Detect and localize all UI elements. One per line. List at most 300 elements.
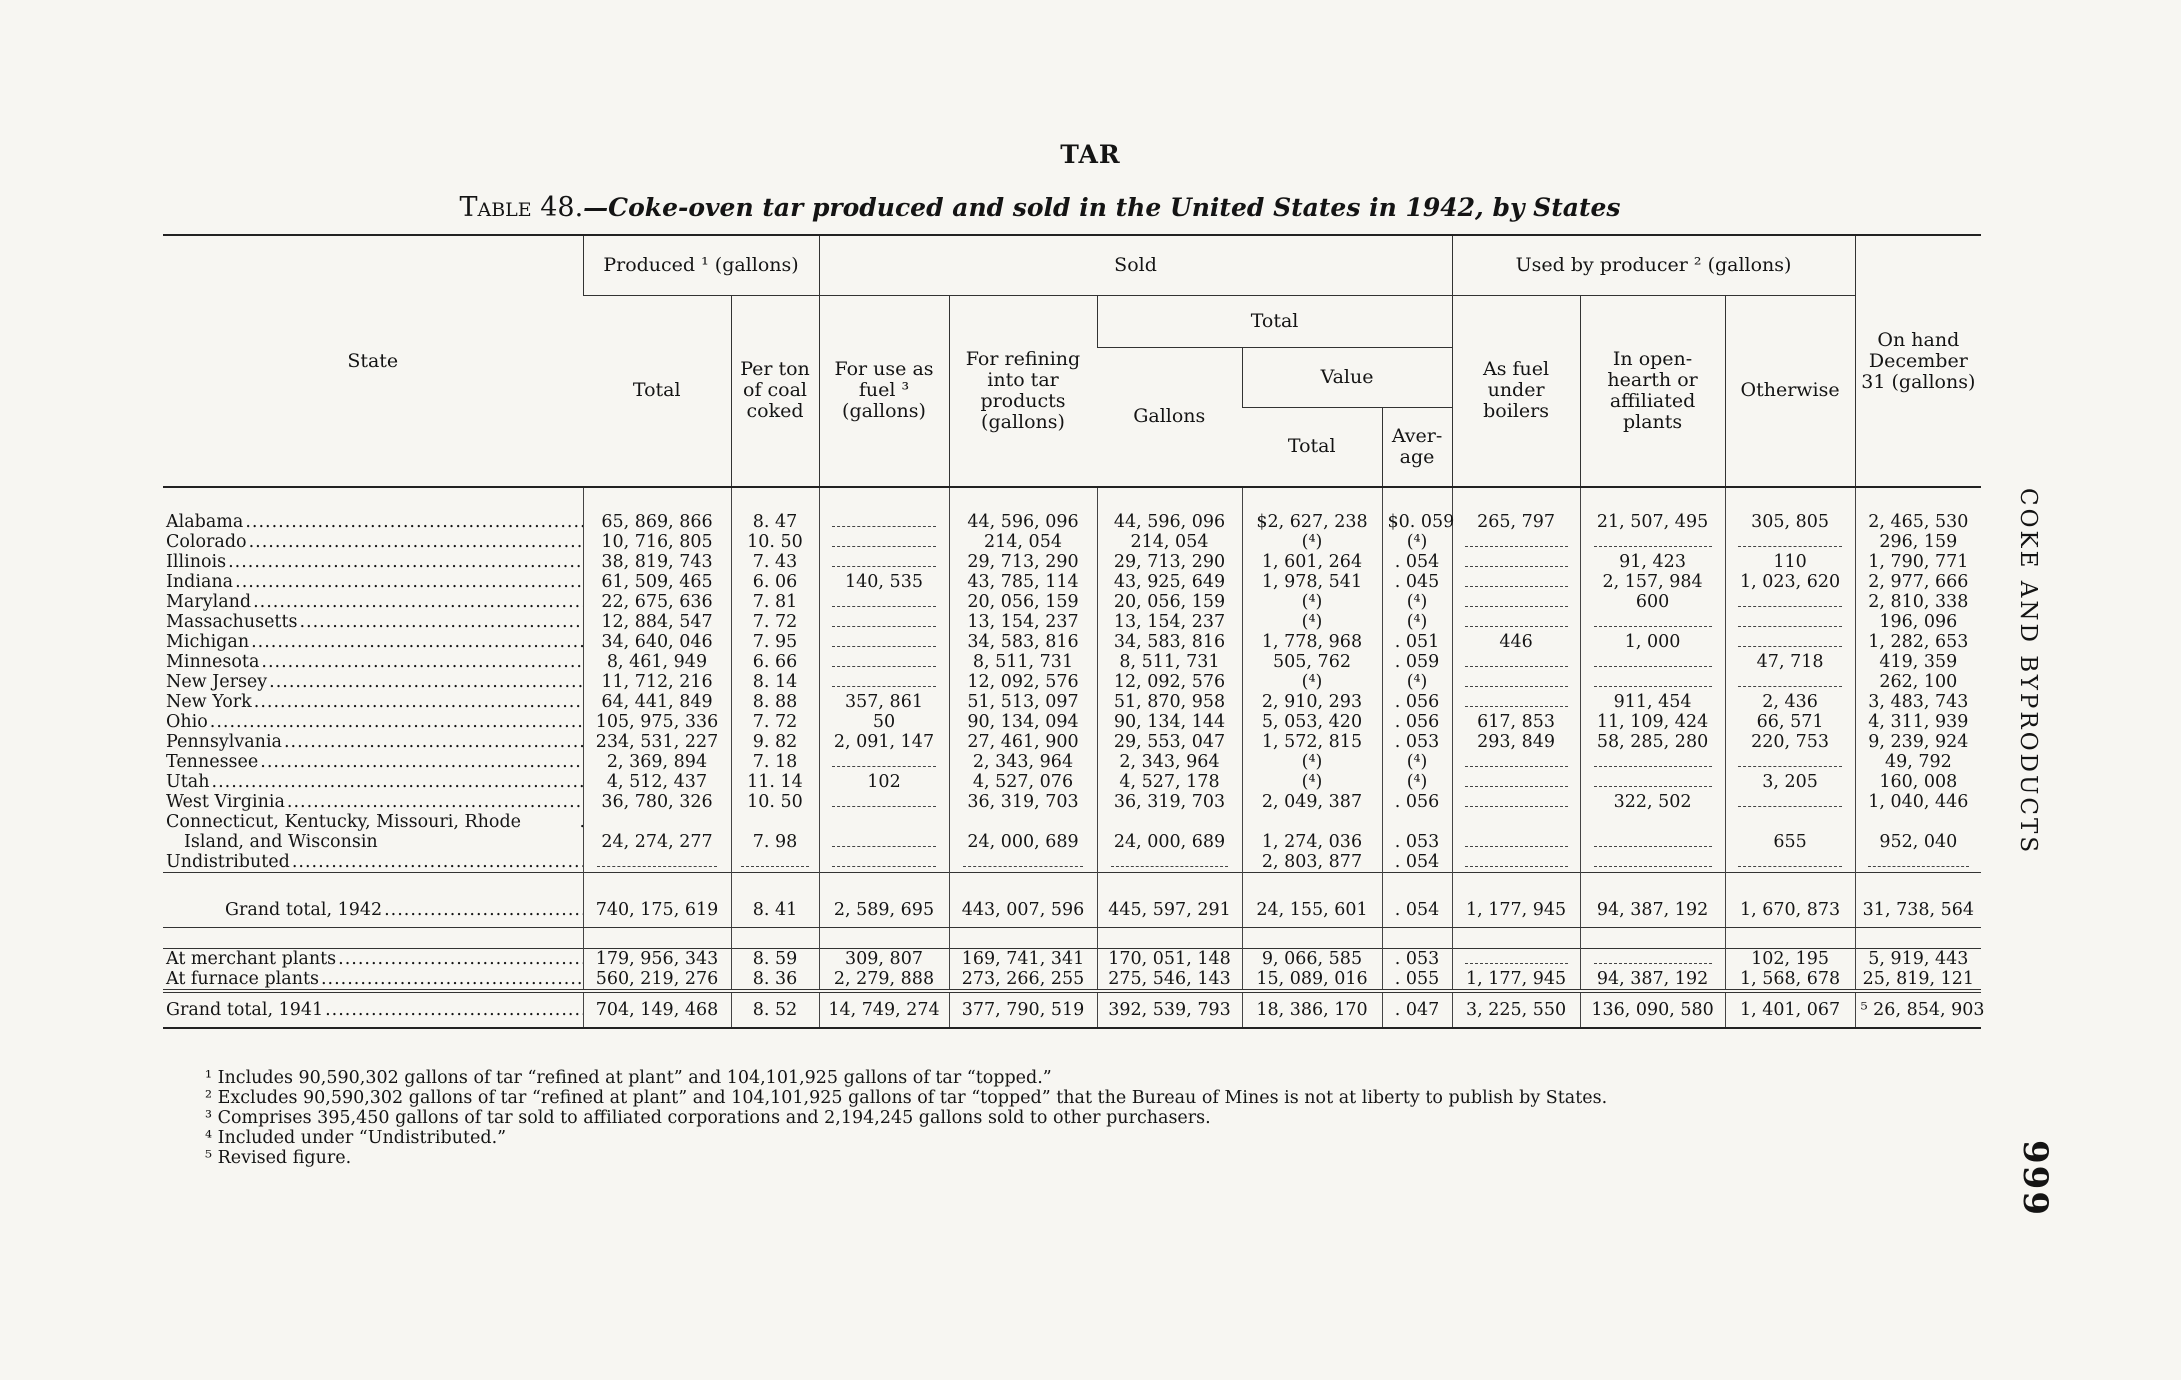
- cell-value-total: 24, 155, 601: [1242, 893, 1382, 928]
- cell-open-hearth: [1580, 612, 1725, 632]
- cell-for-refining: 36, 319, 703: [949, 792, 1097, 812]
- cell-produced-total: 24, 274, 277: [583, 812, 731, 852]
- cell-per-ton: 8. 88: [731, 692, 819, 712]
- header-sold: Sold: [819, 235, 1452, 295]
- cell-average: (⁴): [1382, 612, 1452, 632]
- dash-leader: [1465, 854, 1568, 867]
- dash-leader: [1465, 754, 1568, 767]
- furnace-plants-row: [163, 969, 1981, 991]
- cell-for-fuel: [819, 792, 949, 812]
- state-label: Alabama .....: [166, 512, 243, 532]
- cell-open-hearth: 911, 454: [1580, 692, 1725, 712]
- cell-value-total: 2, 049, 387: [1242, 792, 1382, 812]
- cell-open-hearth: 322, 502: [1580, 792, 1725, 812]
- cell-as-fuel-boilers: 1, 177, 945: [1452, 969, 1580, 991]
- cell-average: . 053: [1382, 812, 1452, 852]
- cell-otherwise: 47, 718: [1725, 652, 1855, 672]
- dash-leader: [1465, 574, 1568, 587]
- page-title: TAR: [1060, 140, 1121, 169]
- dash-leader: [1594, 654, 1712, 667]
- cell-gallons: 20, 056, 159: [1097, 592, 1242, 612]
- state-label: Ohio .....: [166, 712, 208, 732]
- header-on-hand: On hand December 31 (gallons): [1855, 235, 1981, 487]
- cell-average: . 045: [1382, 572, 1452, 592]
- dash-leader: [832, 614, 937, 627]
- cell-for-refining: 43, 785, 114: [949, 572, 1097, 592]
- dash-leader: [1738, 594, 1843, 607]
- dash-leader: [597, 854, 718, 867]
- state-label: Massachusetts .....: [166, 612, 297, 632]
- cell-produced-total: 560, 219, 276: [583, 969, 731, 991]
- dash-leader: [1738, 614, 1843, 627]
- dash-leader: [1738, 534, 1843, 547]
- cell-for-fuel: [819, 852, 949, 873]
- table-row: [163, 672, 1981, 692]
- cell-state: [163, 632, 583, 652]
- cell-otherwise: 1, 023, 620: [1725, 572, 1855, 592]
- cell-for-fuel: [819, 612, 949, 632]
- dash-leader: [1738, 754, 1843, 767]
- dash-leader: [1465, 951, 1568, 964]
- cell-per-ton: 7. 72: [731, 612, 819, 632]
- state-label: New Jersey .....: [166, 672, 267, 692]
- cell-average: . 054: [1382, 852, 1452, 873]
- cell-on-hand: 952, 040: [1855, 812, 1981, 852]
- cell-for-fuel: 357, 861: [819, 692, 949, 712]
- cell-per-ton: 8. 41: [731, 893, 819, 928]
- cell-for-refining: 44, 596, 096: [949, 512, 1097, 532]
- cell-per-ton: 7. 43: [731, 552, 819, 572]
- cell-produced-total: 105, 975, 336: [583, 712, 731, 732]
- table-row: [163, 772, 1981, 792]
- cell-open-hearth: [1580, 812, 1725, 852]
- cell-gallons: 29, 713, 290: [1097, 552, 1242, 572]
- footnote-5: ⁵ Revised figure.: [205, 1148, 352, 1168]
- header-as-fuel-boilers: As fuel under boilers: [1452, 295, 1580, 487]
- cell-produced-total: 2, 369, 894: [583, 752, 731, 772]
- dash-leader: [1465, 694, 1568, 707]
- cell-on-hand: [1855, 852, 1981, 873]
- cell-gallons: 2, 343, 964: [1097, 752, 1242, 772]
- cell-as-fuel-boilers: [1452, 692, 1580, 712]
- cell-state: [163, 852, 583, 873]
- header-produced-total: Total: [583, 295, 731, 487]
- cell-state: [163, 592, 583, 612]
- cell-for-fuel: 50: [819, 712, 949, 732]
- cell-value-total: (⁴): [1242, 672, 1382, 692]
- cell-per-ton: 7. 95: [731, 632, 819, 652]
- cell-average: (⁴): [1382, 592, 1452, 612]
- cell-on-hand: 1, 790, 771: [1855, 552, 1981, 572]
- cell-on-hand: 31, 738, 564: [1855, 893, 1981, 928]
- dash-leader: [1594, 614, 1712, 627]
- cell-otherwise: [1725, 792, 1855, 812]
- header-produced: Produced ¹ (gallons): [583, 235, 819, 295]
- cell-for-refining: 8, 511, 731: [949, 652, 1097, 672]
- cell-produced-total: 8, 461, 949: [583, 652, 731, 672]
- dash-leader: [1465, 594, 1568, 607]
- cell-gallons: 34, 583, 816: [1097, 632, 1242, 652]
- cell-gallons: 392, 539, 793: [1097, 991, 1242, 1028]
- cell-per-ton: 8. 14: [731, 672, 819, 692]
- cell-per-ton: 8. 36: [731, 969, 819, 991]
- header-sold-total: Total: [1097, 295, 1452, 347]
- cell-for-fuel: [819, 812, 949, 852]
- cell-value-total: (⁴): [1242, 592, 1382, 612]
- cell-otherwise: 3, 205: [1725, 772, 1855, 792]
- grand-total-1941-row: [163, 991, 1981, 1028]
- table-row: [163, 792, 1981, 812]
- dash-leader: [1594, 951, 1712, 964]
- cell-otherwise: 1, 401, 067: [1725, 991, 1855, 1028]
- cell-value-total: 1, 601, 264: [1242, 552, 1382, 572]
- cell-otherwise: [1725, 632, 1855, 652]
- cell-value-total: (⁴): [1242, 532, 1382, 552]
- cell-gallons: 12, 092, 576: [1097, 672, 1242, 692]
- cell-gallons: 90, 134, 144: [1097, 712, 1242, 732]
- cell-open-hearth: [1580, 652, 1725, 672]
- state-label: Tennessee .....: [166, 752, 258, 772]
- state-label: Utah .....: [166, 772, 210, 792]
- cell-for-refining: 34, 583, 816: [949, 632, 1097, 652]
- cell-produced-total: 36, 780, 326: [583, 792, 731, 812]
- cell-produced-total: 4, 512, 437: [583, 772, 731, 792]
- cell-produced-total: 11, 712, 216: [583, 672, 731, 692]
- cell-gallons: 43, 925, 649: [1097, 572, 1242, 592]
- header-value-total: Total: [1242, 407, 1382, 487]
- cell-on-hand: 1, 040, 446: [1855, 792, 1981, 812]
- dash-leader: [963, 854, 1084, 867]
- cell-as-fuel-boilers: 446: [1452, 632, 1580, 652]
- cell-per-ton: 10. 50: [731, 532, 819, 552]
- spacer-row: [163, 487, 1981, 512]
- cell-state: [163, 949, 583, 970]
- state-label: Indiana .....: [166, 572, 233, 592]
- cell-for-fuel: 102: [819, 772, 949, 792]
- cell-as-fuel-boilers: [1452, 552, 1580, 572]
- cell-open-hearth: 94, 387, 192: [1580, 893, 1725, 928]
- cell-produced-total: 65, 869, 866: [583, 512, 731, 532]
- cell-on-hand: 3, 483, 743: [1855, 692, 1981, 712]
- dash-leader: [1594, 854, 1712, 867]
- cell-state: [163, 512, 583, 532]
- cell-otherwise: [1725, 592, 1855, 612]
- cell-value-total: 2, 910, 293: [1242, 692, 1382, 712]
- cell-value-total: 1, 978, 541: [1242, 572, 1382, 592]
- cell-value-total: 1, 572, 815: [1242, 732, 1382, 752]
- cell-for-refining: 90, 134, 094: [949, 712, 1097, 732]
- state-label: New York .....: [166, 692, 252, 712]
- header-per-ton: Per ton of coal coked: [731, 295, 819, 487]
- cell-per-ton: 7. 98: [731, 812, 819, 852]
- cell-value-total: 5, 053, 420: [1242, 712, 1382, 732]
- state-label: Grand total, 1942 .....: [225, 900, 382, 920]
- cell-per-ton: 10. 50: [731, 792, 819, 812]
- header-state: State: [163, 235, 583, 487]
- table-row: [163, 732, 1981, 752]
- cell-open-hearth: 58, 285, 280: [1580, 732, 1725, 752]
- dash-leader: [832, 594, 937, 607]
- cell-average: . 054: [1382, 552, 1452, 572]
- cell-for-refining: [949, 852, 1097, 873]
- footnote-1: ¹ Includes 90,590,302 gallons of tar “refined at plant” and 104,101,925 gallons of tar “topped.”: [205, 1068, 1052, 1088]
- cell-as-fuel-boilers: [1452, 792, 1580, 812]
- cell-per-ton: 8. 59: [731, 949, 819, 970]
- table-row: [163, 592, 1981, 612]
- cell-open-hearth: 600: [1580, 592, 1725, 612]
- dash-leader: [1465, 614, 1568, 627]
- dash-leader: [1738, 634, 1843, 647]
- footnote-4: ⁴ Included under “Undistributed.”: [205, 1128, 507, 1148]
- cell-for-refining: 169, 741, 341: [949, 949, 1097, 970]
- cell-produced-total: [583, 852, 731, 873]
- cell-otherwise: 66, 571: [1725, 712, 1855, 732]
- dash-leader: [1465, 654, 1568, 667]
- header-average: Aver-age: [1382, 407, 1452, 487]
- dash-leader: [1465, 834, 1568, 847]
- cell-open-hearth: [1580, 752, 1725, 772]
- header-otherwise: Otherwise: [1725, 295, 1855, 487]
- dash-leader: [1465, 794, 1568, 807]
- cell-produced-total: 38, 819, 743: [583, 552, 731, 572]
- cell-gallons: 36, 319, 703: [1097, 792, 1242, 812]
- cell-value-total: $2, 627, 238: [1242, 512, 1382, 532]
- dash-leader: [832, 514, 937, 527]
- dash-leader: [1465, 554, 1568, 567]
- cell-average: . 055: [1382, 969, 1452, 991]
- state-label: Pennsylvania .....: [166, 732, 282, 752]
- cell-for-fuel: [819, 752, 949, 772]
- cell-for-fuel: [819, 652, 949, 672]
- cell-on-hand: 2, 977, 666: [1855, 572, 1981, 592]
- table-caption: [0, 192, 2080, 223]
- table-body: [163, 487, 1985, 1028]
- cell-otherwise: 1, 670, 873: [1725, 893, 1855, 928]
- page-number: 999: [2015, 1140, 2055, 1217]
- cell-open-hearth: 1, 000: [1580, 632, 1725, 652]
- cell-otherwise: 2, 436: [1725, 692, 1855, 712]
- cell-average: . 051: [1382, 632, 1452, 652]
- state-label: At merchant plants .....: [166, 949, 336, 969]
- table-row: [163, 612, 1981, 632]
- table-row: [163, 692, 1981, 712]
- cell-average: . 056: [1382, 692, 1452, 712]
- dash-leader: [741, 854, 809, 867]
- grand-total-1942-row: [163, 893, 1981, 928]
- cell-for-refining: 51, 513, 097: [949, 692, 1097, 712]
- cell-average: . 059: [1382, 652, 1452, 672]
- cell-average: . 047: [1382, 991, 1452, 1028]
- cell-as-fuel-boilers: [1452, 852, 1580, 873]
- table-row: [163, 532, 1981, 552]
- cell-on-hand: 2, 465, 530: [1855, 512, 1981, 532]
- cell-state: [163, 732, 583, 752]
- cell-gallons: 445, 597, 291: [1097, 893, 1242, 928]
- cell-otherwise: 220, 753: [1725, 732, 1855, 752]
- cell-average: . 056: [1382, 712, 1452, 732]
- dash-leader: [1465, 674, 1568, 687]
- dash-leader: [1594, 754, 1712, 767]
- cell-for-fuel: 2, 589, 695: [819, 893, 949, 928]
- cell-gallons: 24, 000, 689: [1097, 812, 1242, 852]
- state-label: Illinois .....: [166, 552, 226, 572]
- cell-produced-total: 10, 716, 805: [583, 532, 731, 552]
- cell-on-hand: 49, 792: [1855, 752, 1981, 772]
- state-label: Michigan .....: [166, 632, 249, 652]
- table-row: [163, 752, 1981, 772]
- cell-state: [163, 532, 583, 552]
- cell-average: . 053: [1382, 949, 1452, 970]
- table-header: [163, 235, 1981, 487]
- header-open-hearth: In open-hearth or affiliated plants: [1580, 295, 1725, 487]
- cell-for-fuel: 14, 749, 274: [819, 991, 949, 1028]
- cell-average: (⁴): [1382, 672, 1452, 692]
- cell-as-fuel-boilers: [1452, 572, 1580, 592]
- cell-otherwise: [1725, 612, 1855, 632]
- dash-leader: [832, 794, 937, 807]
- cell-for-fuel: 140, 535: [819, 572, 949, 592]
- dash-leader: [1594, 534, 1712, 547]
- cell-value-total: (⁴): [1242, 772, 1382, 792]
- cell-produced-total: 22, 675, 636: [583, 592, 731, 612]
- dash-leader: [832, 674, 937, 687]
- dash-leader: [832, 634, 937, 647]
- cell-open-hearth: [1580, 672, 1725, 692]
- cell-per-ton: 6. 06: [731, 572, 819, 592]
- cell-value-total: 9, 066, 585: [1242, 949, 1382, 970]
- cell-as-fuel-boilers: [1452, 812, 1580, 852]
- cell-state: [163, 792, 583, 812]
- cell-gallons: 44, 596, 096: [1097, 512, 1242, 532]
- cell-produced-total: 64, 441, 849: [583, 692, 731, 712]
- cell-gallons: 275, 546, 143: [1097, 969, 1242, 991]
- cell-as-fuel-boilers: 1, 177, 945: [1452, 893, 1580, 928]
- cell-on-hand: 296, 159: [1855, 532, 1981, 552]
- cell-on-hand: 4, 311, 939: [1855, 712, 1981, 732]
- cell-as-fuel-boilers: 3, 225, 550: [1452, 991, 1580, 1028]
- cell-as-fuel-boilers: [1452, 772, 1580, 792]
- header-value: Value: [1242, 347, 1452, 407]
- cell-for-refining: 377, 790, 519: [949, 991, 1097, 1028]
- cell-average: . 054: [1382, 893, 1452, 928]
- cell-value-total: 505, 762: [1242, 652, 1382, 672]
- cell-average: (⁴): [1382, 772, 1452, 792]
- cell-state: [163, 552, 583, 572]
- state-label: Grand total, 1941 .....: [166, 1000, 323, 1020]
- cell-on-hand: 262, 100: [1855, 672, 1981, 692]
- table-row: [163, 572, 1981, 592]
- cell-open-hearth: [1580, 949, 1725, 970]
- cell-state: [163, 772, 583, 792]
- cell-open-hearth: 2, 157, 984: [1580, 572, 1725, 592]
- cell-on-hand: ⁵ 26, 854, 903: [1855, 991, 1981, 1028]
- table-caption-text: —Coke-oven tar produced and sold in the United States in 1942, by States: [583, 193, 1621, 222]
- cell-for-fuel: [819, 592, 949, 612]
- cell-on-hand: 25, 819, 121: [1855, 969, 1981, 991]
- cell-otherwise: [1725, 532, 1855, 552]
- cell-per-ton: 11. 14: [731, 772, 819, 792]
- cell-per-ton: 7. 81: [731, 592, 819, 612]
- state-label: Undistributed .....: [166, 852, 290, 872]
- cell-for-refining: 214, 054: [949, 532, 1097, 552]
- cell-gallons: 51, 870, 958: [1097, 692, 1242, 712]
- cell-for-fuel: [819, 532, 949, 552]
- cell-for-refining: 2, 343, 964: [949, 752, 1097, 772]
- cell-state: [163, 672, 583, 692]
- dash-leader: [1111, 854, 1229, 867]
- cell-produced-total: 179, 956, 343: [583, 949, 731, 970]
- cell-value-total: (⁴): [1242, 612, 1382, 632]
- dash-leader: [1594, 674, 1712, 687]
- cell-for-fuel: 2, 279, 888: [819, 969, 949, 991]
- cell-state: [163, 969, 583, 991]
- cell-otherwise: 655: [1725, 812, 1855, 852]
- cell-state: [163, 752, 583, 772]
- cell-as-fuel-boilers: 617, 853: [1452, 712, 1580, 732]
- state-label: Maryland .....: [166, 592, 251, 612]
- state-label: Minnesota .....: [166, 652, 259, 672]
- cell-open-hearth: 21, 507, 495: [1580, 512, 1725, 532]
- cell-gallons: 4, 527, 178: [1097, 772, 1242, 792]
- cell-otherwise: [1725, 672, 1855, 692]
- cell-produced-total: 61, 509, 465: [583, 572, 731, 592]
- cell-otherwise: [1725, 852, 1855, 873]
- cell-on-hand: 196, 096: [1855, 612, 1981, 632]
- cell-for-refining: 4, 527, 076: [949, 772, 1097, 792]
- header-for-fuel: For use as fuel ³ (gallons): [819, 295, 949, 487]
- state-label: Colorado .....: [166, 532, 247, 552]
- cell-per-ton: 6. 66: [731, 652, 819, 672]
- dash-leader: [832, 834, 937, 847]
- cell-average: (⁴): [1382, 532, 1452, 552]
- cell-state: [163, 612, 583, 632]
- cell-gallons: 13, 154, 237: [1097, 612, 1242, 632]
- cell-produced-total: 12, 884, 547: [583, 612, 731, 632]
- cell-on-hand: 5, 919, 443: [1855, 949, 1981, 970]
- cell-as-fuel-boilers: [1452, 592, 1580, 612]
- cell-for-fuel: 309, 807: [819, 949, 949, 970]
- cell-open-hearth: 136, 090, 580: [1580, 991, 1725, 1028]
- cell-as-fuel-boilers: [1452, 652, 1580, 672]
- cell-on-hand: 2, 810, 338: [1855, 592, 1981, 612]
- dash-leader: [1594, 834, 1712, 847]
- merchant-plants-row: [163, 949, 1981, 970]
- cell-per-ton: 7. 18: [731, 752, 819, 772]
- cell-average: $0. 059: [1382, 512, 1452, 532]
- cell-open-hearth: 11, 109, 424: [1580, 712, 1725, 732]
- cell-as-fuel-boilers: 265, 797: [1452, 512, 1580, 532]
- cell-average: . 053: [1382, 732, 1452, 752]
- cell-for-fuel: [819, 632, 949, 652]
- cell-state: [163, 692, 583, 712]
- cell-for-refining: 443, 007, 596: [949, 893, 1097, 928]
- dash-leader: [832, 534, 937, 547]
- cell-value-total: 1, 274, 036: [1242, 812, 1382, 852]
- dash-leader: [1594, 774, 1712, 787]
- footnote-3: ³ Comprises 395,450 gallons of tar sold to affiliated corporations and 2,194,245 gallons sold to other purchasers.: [205, 1108, 1211, 1128]
- dash-leader: [1738, 794, 1843, 807]
- spacer-row: [163, 873, 1981, 894]
- cell-for-fuel: [819, 672, 949, 692]
- cell-for-refining: 12, 092, 576: [949, 672, 1097, 692]
- footnotes: [205, 1068, 1607, 1168]
- running-head: COKE AND BYPRODUCTS: [2015, 488, 2041, 856]
- cell-on-hand: 1, 282, 653: [1855, 632, 1981, 652]
- cell-gallons: 29, 553, 047: [1097, 732, 1242, 752]
- cell-produced-total: 740, 175, 619: [583, 893, 731, 928]
- cell-otherwise: 110: [1725, 552, 1855, 572]
- table-row: [163, 812, 1981, 852]
